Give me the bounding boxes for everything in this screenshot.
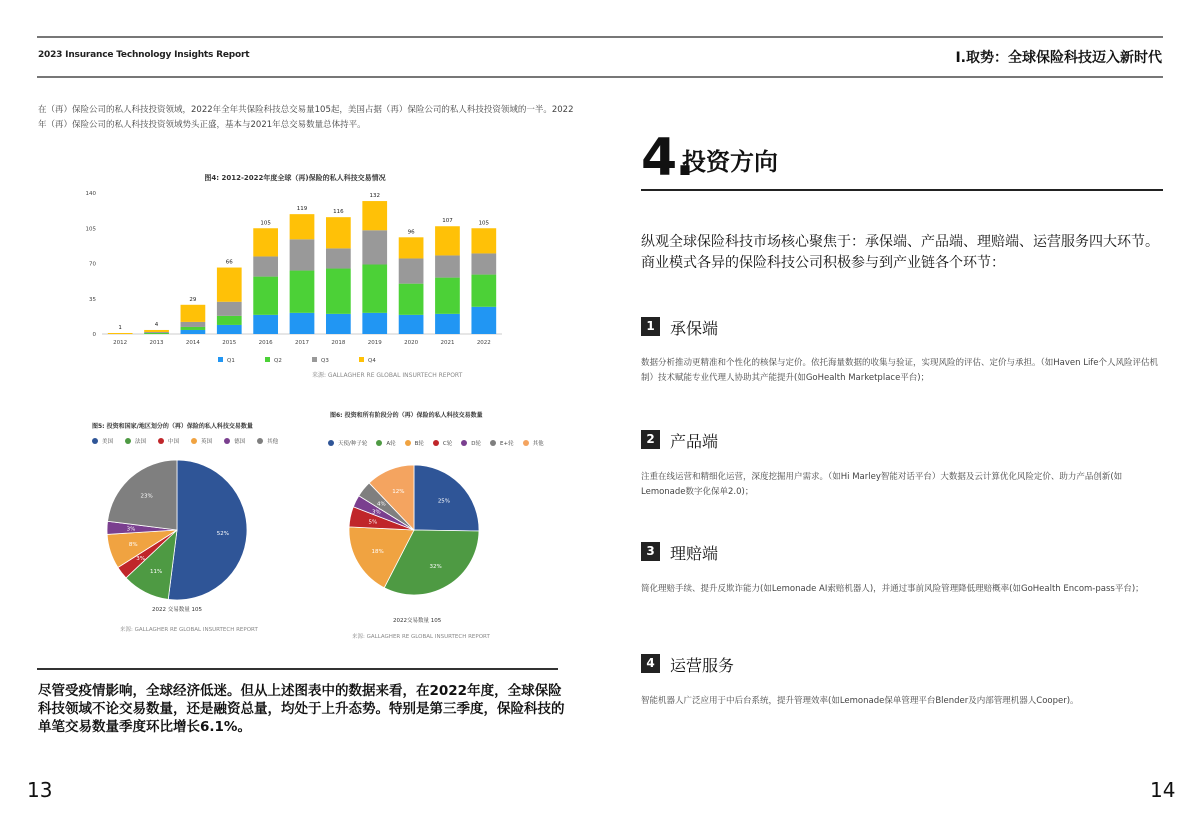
pie-legend-label: 其他: [532, 441, 544, 447]
pie-legend-item: [328, 439, 367, 447]
bar-total-label: 119: [296, 206, 308, 213]
pie-legend-label: 美国: [102, 439, 114, 445]
page-number-right: 14: [1150, 778, 1176, 802]
bar-category-label: 2022: [476, 340, 491, 346]
bar-segment-q1: [217, 325, 242, 334]
bar-segment-q1: [181, 330, 206, 334]
bar-segment-q2: [181, 327, 206, 330]
bar-segment-q4: [471, 228, 496, 253]
bar-total-label: 105: [478, 220, 490, 227]
item-2-body: 注重在线运营和精细化运营，深度挖掘用户需求。（如Hi Marley智能对话平台）大数据及云计算优化风险定价、助力产品创新(如Lemonade数字化保单2.0)；: [641, 472, 1123, 497]
pie-legend-swatch: [523, 440, 529, 446]
pie-slice-label: 5%: [368, 519, 378, 526]
pie-legend-label: 天使/种子轮: [338, 441, 368, 447]
pie2-source: 来源: GALLAGHER RE GLOBAL INSURTECH REPORT: [352, 634, 490, 640]
pie-legend-swatch: [92, 438, 98, 444]
pie-legend-item: [92, 437, 113, 445]
pie-legend-swatch: [328, 440, 334, 446]
bar-category-label: 2018: [331, 340, 346, 346]
pie-legend-label: E+轮: [500, 441, 514, 447]
pie-legend-label: B轮: [414, 441, 424, 447]
pie-slice-label: 11%: [149, 568, 163, 575]
bar-segment-q3: [326, 248, 351, 268]
bar-segment-q1: [435, 314, 460, 334]
pie-legend-swatch: [257, 438, 263, 444]
report-title: 2023 Insurance Technology Insights Report: [38, 50, 250, 60]
bar-segment-q2: [399, 284, 424, 315]
conclusion-rule: [37, 668, 558, 670]
bar-segment-q4: [435, 226, 460, 255]
pie-legend-swatch: [490, 440, 496, 446]
item-1-title: 承保端: [670, 319, 719, 338]
bar-segment-q1: [362, 313, 387, 334]
intro-paragraph: 在（再）保险公司的私人科技投资领域，2022年全年共保险科技总交易量105起，美国占据（再）保险公司的私人科技投资领域的一半。2022年（再）保险公司的私人科技投资领域势头正盛，基本与2021年总交易数量总体持平。: [38, 105, 574, 130]
pie1-legend: [92, 437, 278, 445]
item-3-number: 3: [641, 542, 660, 561]
bar-segment-q4: [399, 237, 424, 258]
pie-slice-label: 4%: [377, 501, 386, 508]
bar-segment-q2: [326, 269, 351, 314]
bar-total-label: 96: [407, 229, 415, 236]
pie-legend-item: [433, 439, 452, 447]
bar-segment-q4: [217, 268, 242, 302]
item-1-body: 数据分析推动更精准和个性化的核保与定价。依托海量数据的收集与验证，实现风险的评估、定价与承担。（如Haven Life个人风险评估机制）技术赋能专业代理人协助其产能提升(如GoHealth Marketplace平台)；: [641, 358, 1159, 383]
pie-slice-label: 3%: [136, 556, 146, 563]
pie-legend-item: [224, 437, 245, 445]
pie-legend-label: 德国: [234, 439, 246, 445]
pie-legend-label: 英国: [201, 439, 213, 445]
bar-category-label: 2019: [367, 340, 382, 346]
pie-legend-swatch: [405, 440, 411, 446]
bar-category-label: 2013: [149, 340, 164, 346]
pie-chart-country: [105, 458, 249, 602]
bar-category-label: 2020: [404, 340, 419, 346]
bar-legend-label: Q3: [321, 358, 329, 364]
bar-segment-q3: [217, 302, 242, 316]
pie2-title: 图6: 投资和所有阶段分的（再）保险的私人科技交易数量: [330, 412, 483, 419]
pie-legend-label: 法国: [135, 439, 147, 445]
bar-total-label: 4: [154, 321, 159, 328]
bar-total-label: 105: [260, 220, 271, 227]
item-2-number: 2: [641, 430, 660, 449]
pie-legend-label: C轮: [442, 441, 453, 447]
pie-legend-label: 中国: [168, 439, 180, 445]
bar-legend-swatch: [359, 357, 364, 362]
bar-category-label: 2012: [113, 340, 128, 346]
pie-legend-swatch: [125, 438, 131, 444]
bar-total-label: 66: [225, 259, 233, 266]
pie-legend-item: [376, 439, 395, 447]
bar-y-tick-label: 0: [92, 332, 96, 338]
bar-segment-q3: [144, 332, 169, 333]
bar-y-tick-label: 70: [89, 261, 96, 268]
pie-legend-swatch: [224, 438, 230, 444]
pie-legend-label: D轮: [471, 441, 481, 447]
bar-legend-swatch: [265, 357, 270, 362]
pie-slice-label: 18%: [371, 549, 384, 555]
bar-category-label: 2017: [295, 340, 309, 346]
bar-chart-source: 来源: GALLAGHER RE GLOBAL INSURTECH REPORT: [312, 372, 463, 379]
item-2-title: 产品端: [670, 432, 719, 451]
pie-slice-label: 3%: [372, 509, 381, 516]
bar-segment-q4: [108, 333, 133, 334]
pie-slice: [168, 460, 247, 600]
bar-segment-q3: [435, 255, 460, 277]
pie-legend-item: [191, 437, 212, 445]
pie-slice-label: 32%: [429, 564, 442, 571]
pie-slice-label: 23%: [140, 493, 153, 500]
bar-category-label: 2015: [222, 340, 237, 346]
pie-legend-swatch: [158, 438, 164, 444]
bar-segment-q1: [399, 315, 424, 334]
pie-legend-swatch: [191, 438, 197, 444]
pie-slice-label: 3%: [126, 526, 136, 533]
item-4-title: 运营服务: [670, 656, 735, 675]
bar-total-label: 132: [369, 193, 380, 200]
bar-legend-swatch: [218, 357, 223, 362]
bar-segment-q4: [144, 330, 169, 332]
bar-category-label: 2016: [258, 340, 273, 346]
pie-legend-item: [490, 439, 514, 447]
bar-total-label: 107: [442, 218, 453, 225]
bar-legend-swatch: [312, 357, 317, 362]
pie2-legend: [328, 439, 544, 447]
bar-segment-q1: [326, 314, 351, 334]
bar-segment-q1: [290, 313, 315, 334]
bar-total-label: 116: [333, 209, 344, 216]
bar-segment-q4: [362, 201, 387, 230]
pie1-note: 2022 交易数量 105: [152, 607, 202, 613]
bar-legend-label: Q4: [368, 358, 376, 364]
bar-total-label: 29: [189, 296, 197, 303]
pie-slice-label: 52%: [216, 530, 230, 537]
pie-slice-label: 8%: [128, 542, 138, 549]
bar-y-tick-label: 140: [85, 191, 96, 197]
pie-legend-item: [158, 437, 179, 445]
bar-category-label: 2021: [440, 340, 455, 346]
bar-legend-label: Q2: [274, 358, 282, 364]
item-3-body: 简化理赔手续、提升反欺诈能力(如Lemonade AI索赔机器人)，并通过事前风险管理降低理赔概率(如GoHealth Encom-pass平台)；: [641, 584, 1144, 594]
pie-legend-item: [461, 439, 481, 447]
header-top-rule: [37, 36, 1163, 38]
bar-total-label: 1: [118, 324, 122, 331]
bar-segment-q4: [326, 217, 351, 248]
pie-slice-label: 25%: [437, 498, 451, 505]
bar-category-label: 2014: [185, 340, 200, 346]
section-rule: [641, 189, 1163, 191]
pie1-source: 来源: GALLAGHER RE GLOBAL INSURTECH REPORT: [120, 627, 258, 633]
bar-segment-q2: [253, 277, 278, 315]
pie-chart-stage: [347, 463, 481, 597]
conclusion-paragraph: 尽管受疫情影响，全球经济低迷。但从上述图表中的数据来看，在2022年度，全球保险科技领域不论交易数量，还是融资总量，均处于上升态势。特别是第三季度，保险科技的单笔交易数量季度环比增长6.1%。: [38, 683, 565, 735]
bar-segment-q3: [290, 239, 315, 270]
pie-legend-label: A轮: [386, 441, 396, 447]
pie-legend-item: [125, 437, 146, 445]
bar-segment-q3: [253, 256, 278, 276]
item-4-number: 4: [641, 654, 660, 673]
pie-legend-label: 其他: [267, 439, 279, 445]
bar-segment-q3: [362, 230, 387, 264]
chapter-title: Ⅰ.取势：全球保险科技迈入新时代: [955, 50, 1162, 66]
bar-segment-q2: [435, 278, 460, 314]
pie-legend-swatch: [433, 440, 439, 446]
pie-legend-item: [523, 439, 544, 447]
pie1-title: 图5: 投资和国家/地区划分的（再）保险的私人科技交易数量: [92, 423, 253, 430]
section-number: 4.: [641, 128, 693, 188]
header-bottom-rule: [37, 76, 1163, 78]
bar-legend-label: Q1: [227, 358, 235, 364]
bar-segment-q1: [253, 315, 278, 334]
section-title: 投资方向: [682, 148, 778, 176]
bar-segment-q3: [471, 253, 496, 274]
item-4-body: 智能机器人广泛应用于中后台系统，提升管理效率(如Lemonade保单管理平台Blender及内部管理机器人Cooper)。: [641, 696, 1079, 706]
pie-slice-label: 12%: [392, 489, 405, 496]
bar-chart: [80, 183, 510, 383]
bar-segment-q2: [144, 333, 169, 334]
bar-chart-title: 图4: 2012-2022年度全球（再)保险的私人科技交易情况: [204, 174, 386, 182]
bar-segment-q2: [471, 275, 496, 307]
bar-segment-q3: [399, 258, 424, 283]
pie-legend-swatch: [376, 440, 382, 446]
bar-segment-q4: [290, 214, 315, 239]
section-lead: 纵观全球保险科技市场核心聚焦于：承保端、产品端、理赔端、运营服务四大环节。商业模式各异的保险科技公司积极参与到产业链各个环节：: [641, 234, 1159, 271]
bar-segment-q2: [217, 316, 242, 325]
bar-y-tick-label: 105: [85, 226, 96, 233]
item-3-title: 理赔端: [670, 544, 719, 563]
pie-legend-swatch: [461, 440, 467, 446]
bar-segment-q4: [253, 228, 278, 256]
item-1-number: 1: [641, 317, 660, 336]
bar-segment-q2: [290, 271, 315, 313]
bar-segment-q4: [181, 305, 206, 322]
page-number-left: 13: [27, 778, 53, 802]
bar-segment-q3: [181, 322, 206, 327]
pie2-note: 2022交易数量 105: [393, 618, 442, 624]
pie-legend-item: [257, 437, 278, 445]
bar-segment-q2: [362, 265, 387, 313]
bar-y-tick-label: 35: [89, 296, 96, 303]
bar-segment-q1: [471, 307, 496, 334]
pie-legend-item: [405, 439, 424, 447]
